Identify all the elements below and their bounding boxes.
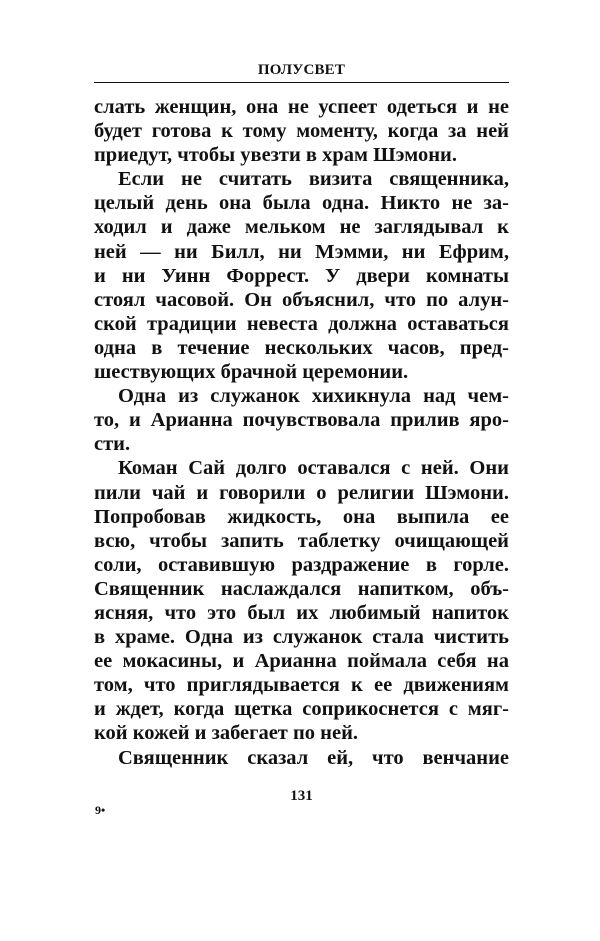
text-line: шествующих брачной церемонии. — [94, 361, 409, 384]
running-head-title: ПОЛУСВЕТ — [257, 62, 346, 78]
header-rule — [94, 82, 509, 83]
text-line: соли, оставившую раздражение в горле. — [94, 553, 509, 576]
body-text — [94, 95, 509, 770]
text-line: Священник сказал ей, что венчание — [118, 746, 509, 769]
text-line: Одна из служанок хихикнула над чем- — [118, 385, 509, 408]
text-line: сти. — [94, 433, 131, 456]
text-line: стоял часовой. Он объяснил, что по алун- — [94, 288, 509, 311]
text-line: ней — ни Билл, ни Мэмми, ни Ефрим, — [94, 240, 509, 263]
text-line: и ни Уинн Форрест. У двери комнаты — [94, 264, 509, 287]
text-line: ской традиции невеста должна оставаться — [94, 312, 509, 335]
text-line: Священник наслаждался напитком, объ- — [94, 577, 509, 600]
text-line: слать женщин, она не успеет одеться и не — [94, 96, 509, 118]
text-line: в храме. Одна из служанок стала чистить — [94, 626, 509, 649]
text-line: приедут, чтобы увезти в храм Шэмони. — [94, 144, 457, 167]
text-line: ходил и даже мельком не заглядывал к — [94, 216, 509, 239]
text-line: ее мокасины, и Арианна поймала себя на — [94, 650, 509, 673]
text-line: ясняя, что это был их любимый напиток — [94, 601, 509, 624]
text-line: том, что приглядывается к ее движениям — [94, 674, 509, 697]
text-line: Если не считать визита священника, — [118, 168, 509, 191]
text-line: одна в течение нескольких часов, пред- — [94, 336, 509, 359]
text-line: и ждет, когда щетка соприкоснется с мяг- — [94, 698, 509, 721]
text-line: кой кожей и забегает по ней. — [94, 722, 359, 745]
text-line: Попробовав жидкость, она выпила ее — [94, 505, 509, 528]
text-line: всю, чтобы запить таблетку очищающей — [94, 529, 509, 552]
text-line: будет готова к тому моменту, когда за ней — [94, 120, 509, 143]
text-line: то, и Арианна почувствовала прилив яро- — [94, 409, 509, 432]
signature-mark: 9• — [95, 803, 106, 817]
text-line: Коман Сай долго оставался с ней. Они — [118, 457, 509, 480]
text-line: пили чай и говорили о религии Шэмони. — [94, 481, 509, 504]
page-number: 131 — [290, 788, 313, 804]
text-line: целый день она была одна. Никто не за- — [94, 192, 509, 215]
